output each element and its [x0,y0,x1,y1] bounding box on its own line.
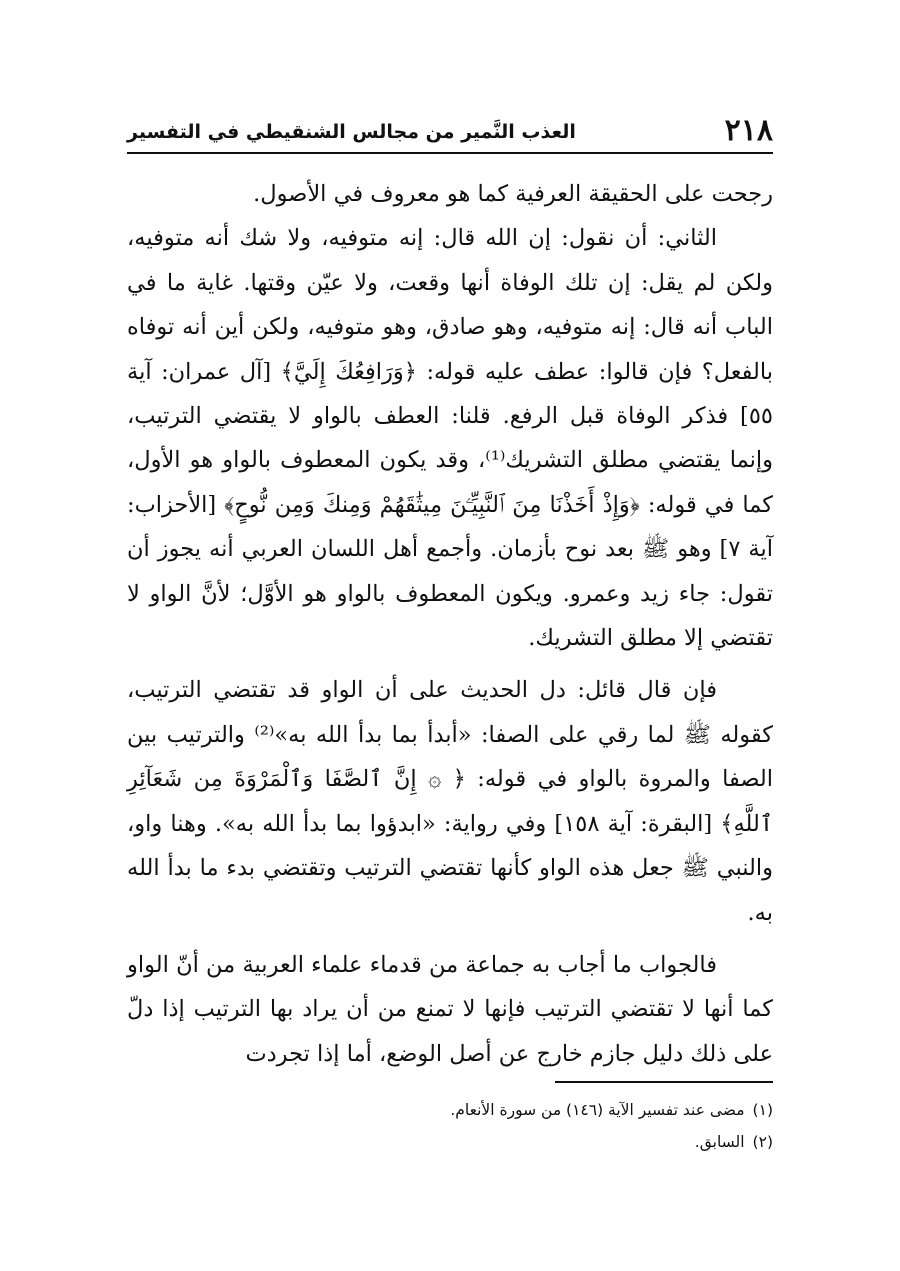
footnotes [127,1094,773,1158]
footnote [127,1126,773,1158]
header-divider [127,152,773,154]
running-header [127,112,773,150]
page-number: ٢١٨ [724,113,773,148]
paragraph: رجحت على الحقيقة العرفية كما هو معروف في الأصول. [253,181,773,207]
footnote [127,1094,773,1126]
paragraph: فالجواب ما أجاب به جماعة من قدماء علماء العربية من أنّ الواو كما أنها لا تقتضي الترتيب فإنها لا تمنع من أن يراد بها الترتيب إذا دلّ على ذلك دليل جازم خارج عن أصل الوضع، أما إذا تجردت [127,951,773,1067]
book-title: العذب النَّمير من مجالس الشنقيطي في التفسير [127,121,576,143]
main-text [127,172,773,1076]
paragraph: الثاني: أن نقول: إن الله قال: إنه متوفيه، ولا شك أنه متوفيه، ولكن لم يقل: إن تلك الوفاة أنها وقعت، ولا عيّن وقتها. غاية ما في الباب أنه قال: إنه متوفيه، وهو صادق، وهو متوفيه، ولكن أين أنه توفاه بالفعل؟ فإن قالوا: عطف عليه قوله: ﴿وَرَافِعُكَ إِلَيَّ﴾ [آل عمران: آية ٥٥] فذكر الوفاة قبل الرفع. قلنا: العطف بالواو لا يقتضي الترتيب، وإنما يقتضي مطلق التشريك⁽¹⁾، وقد يكون المعطوف بالواو هو الأول، كما في قوله: ﴿وَإِذْ أَخَذْنَا مِنَ ٱلنَّبِيِّـۧنَ مِيثَٰقَهُمْ وَمِنكَ وَمِن نُّوحٍ﴾ [الأحزاب: آية ٧] وهو ﷺ بعد نوح بأزمان. وأجمع أهل اللسان العربي أنه يجوز أن تقول: جاء زيد وعمرو. ويكون المعطوف بالواو هو الأوَّل؛ لأنَّ الواو لا تقتضي إلا مطلق التشريك. [127,225,773,652]
paragraph: فإن قال قائل: دل الحديث على أن الواو قد تقتضي الترتيب، كقوله ﷺ لما رقي على الصفا: «أبدأ بما بدأ الله به»⁽²⁾ والترتيب بين الصفا والمروة بالواو في قوله: ﴿ ۞ إِنَّ ٱلصَّفَا وَٱلْمَرْوَةَ مِن شَعَآئِرِ ٱللَّهِ﴾ [البقرة: آية ١٥٨] وفي رواية: «ابدؤوا بما بدأ الله به». وهنا واو، والنبي ﷺ جعل هذه الواو كأنها تقتضي الترتيب وتقتضي بدء ما بدأ الله به. [127,677,774,926]
footnote-divider [555,1081,773,1083]
footnote-text: مضى عند تفسير الآية (١٤٦) من سورة الأنعام. [450,1101,745,1119]
footnote-marker: (١) [752,1101,773,1119]
footnote-marker: (٢) [752,1133,773,1151]
footnote-text: السابق. [694,1133,745,1151]
